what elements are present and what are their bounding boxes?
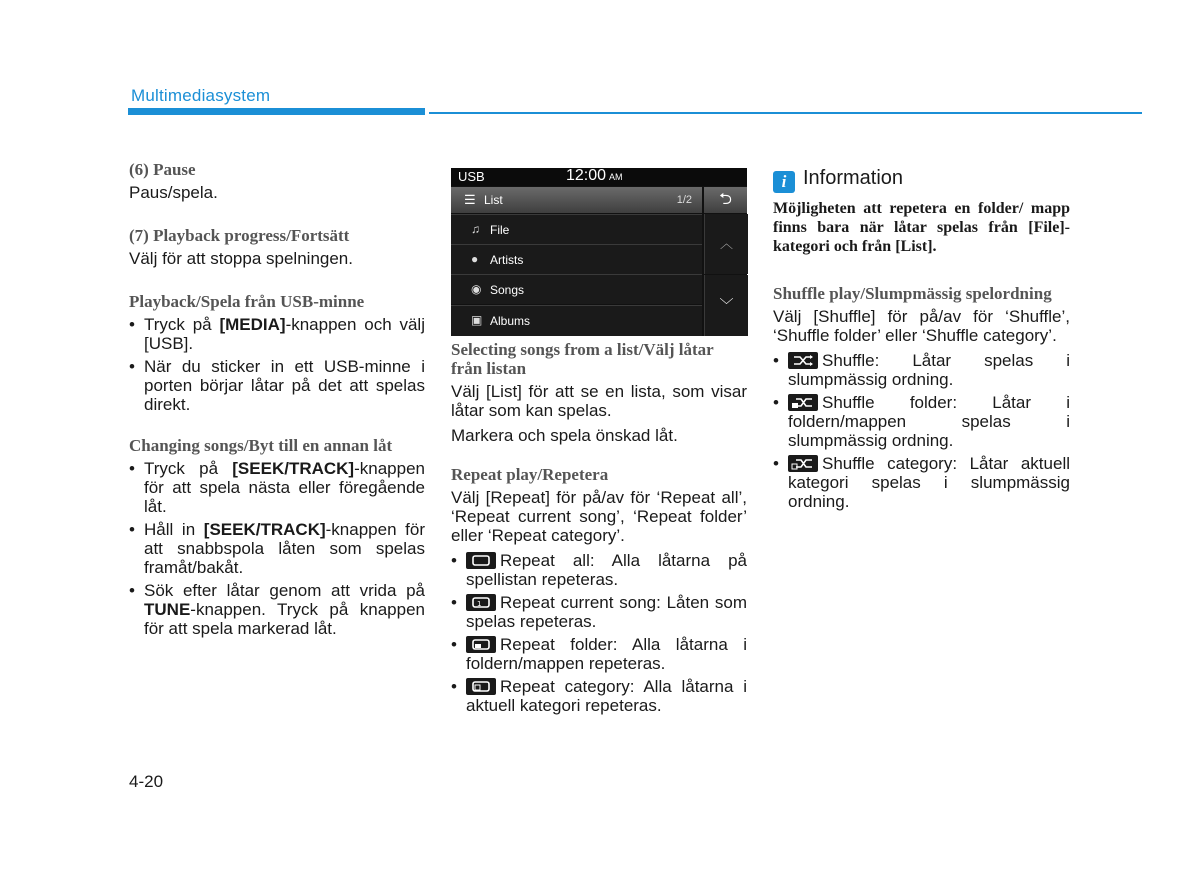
screen-row-artists: ● Artists	[451, 244, 702, 274]
repeat-heading: Repeat play/Repetera	[451, 465, 609, 484]
repeat-folder-icon	[466, 636, 496, 653]
list-item: • Shuffle folder: Låtar i foldern/mappen spelas i slumpmässig ordning.	[773, 393, 1070, 450]
person-icon: ●	[471, 252, 479, 266]
repeat-intro: Välj [Repeat] för på/av för ‘Repeat all’, ‘Repeat current song’, ‘Repeat folder’ eller ‘Repeat category’.	[451, 488, 747, 545]
pause-heading: (6) Pause	[129, 160, 196, 179]
column-left	[129, 160, 425, 642]
music-note-icon: ♫	[471, 222, 480, 236]
screen-status-bar	[451, 168, 747, 186]
progress-heading: (7) Playback progress/Fortsätt	[129, 226, 350, 245]
list-item: • När du sticker in ett USB-minne i porten börjar låtar på det att spelas direkt.	[129, 357, 425, 414]
shuffle-heading: Shuffle play/Slumpmässig spelordning	[773, 284, 1052, 303]
chevron-down-icon: ﹀	[704, 275, 748, 336]
chevron-up-icon: ︿	[704, 214, 748, 274]
shuffle-intro: Välj [Shuffle] för på/av för ‘Shuffle’, ‘Shuffle folder’ eller ‘Shuffle category’.	[773, 307, 1070, 345]
shuffle-folder-icon	[788, 394, 818, 411]
select-text-2: Markera och spela önskad låt.	[451, 426, 678, 445]
screen-source-label: USB	[458, 169, 485, 184]
usb-screen-image	[451, 168, 747, 336]
header-rule	[429, 112, 1142, 114]
back-icon: ⮌	[704, 187, 747, 213]
list-item: • Repeat folder: Alla låtarna i foldern/mappen repeteras.	[451, 635, 747, 673]
repeat-song-icon	[466, 594, 496, 611]
screen-page-indicator: 1/2	[676, 194, 692, 206]
screen-row-file: ♫ File	[451, 214, 702, 244]
screen-clock: 12:00 AM	[566, 167, 623, 184]
information-text: Möjligheten att repetera en folder/ mapp finns bara när låtar spelas från [File]-kategori och från [List].	[773, 200, 1070, 255]
shuffle-category-icon	[788, 455, 818, 472]
usb-list	[129, 315, 425, 414]
list-item: • Tryck på [SEEK/TRACK]-knappen för att spela nästa eller föregående låt.	[129, 459, 425, 516]
screen-list-label: List	[484, 193, 503, 207]
page-number: 4-20	[129, 772, 164, 791]
list-item: • Shuffle category: Låtar aktuell kategori spelas i slumpmässig ordning.	[773, 454, 1070, 511]
list-item: • Repeat category: Alla låtarna i aktuell kategori repeteras.	[451, 677, 747, 715]
shuffle-list	[773, 351, 1070, 511]
screen-row-songs: ◉ Songs	[451, 274, 702, 304]
info-icon: i	[773, 171, 795, 193]
information-box-title: i Information	[773, 167, 1070, 193]
change-heading: Changing songs/Byt till en annan låt	[129, 436, 393, 455]
shuffle-icon	[788, 352, 818, 369]
list-item: • Tryck på [MEDIA]-knappen och välj [USB].	[129, 315, 425, 353]
list-icon: ☰	[464, 192, 476, 207]
repeat-category-icon	[466, 678, 496, 695]
list-item: • Sök efter låtar genom att vrida på TUNE-knappen. Tryck på knappen för att spela markerad låt.	[129, 581, 425, 638]
select-text-1: Välj [List] för att se en lista, som visar låtar som kan spelas.	[451, 382, 747, 420]
list-item: • 1 Repeat current song: Låten som spelas repeteras.	[451, 593, 747, 631]
svg-text:1: • 1	[477, 600, 482, 608]
list-item: • Shuffle: Låtar spelas i slumpmässig ordning.	[773, 351, 1070, 389]
progress-text: Välj för att stoppa spelningen.	[129, 249, 353, 268]
column-middle	[451, 168, 747, 719]
pause-text: Paus/spela.	[129, 183, 218, 202]
screen-row-albums: ▣ Albums	[451, 305, 702, 336]
change-list	[129, 459, 425, 638]
usb-heading: Playback/Spela från USB-minne	[129, 292, 365, 311]
list-item: • Repeat all: Alla låtarna på spellistan repeteras.	[451, 551, 747, 589]
disc-icon: ◉	[471, 282, 482, 296]
select-heading: Selecting songs from a list/Välj låtar från listan	[451, 340, 714, 378]
repeat-all-icon	[466, 552, 496, 569]
column-right	[773, 167, 1070, 515]
album-icon: ▣	[471, 313, 483, 327]
section-title: Multimediasystem	[131, 86, 271, 105]
list-item: • Håll in [SEEK/TRACK]-knappen för att snabbspola låten som spelas framåt/bakåt.	[129, 520, 425, 577]
screen-list-header	[451, 187, 702, 213]
repeat-list	[451, 551, 747, 715]
header-accent-bar	[128, 108, 425, 115]
